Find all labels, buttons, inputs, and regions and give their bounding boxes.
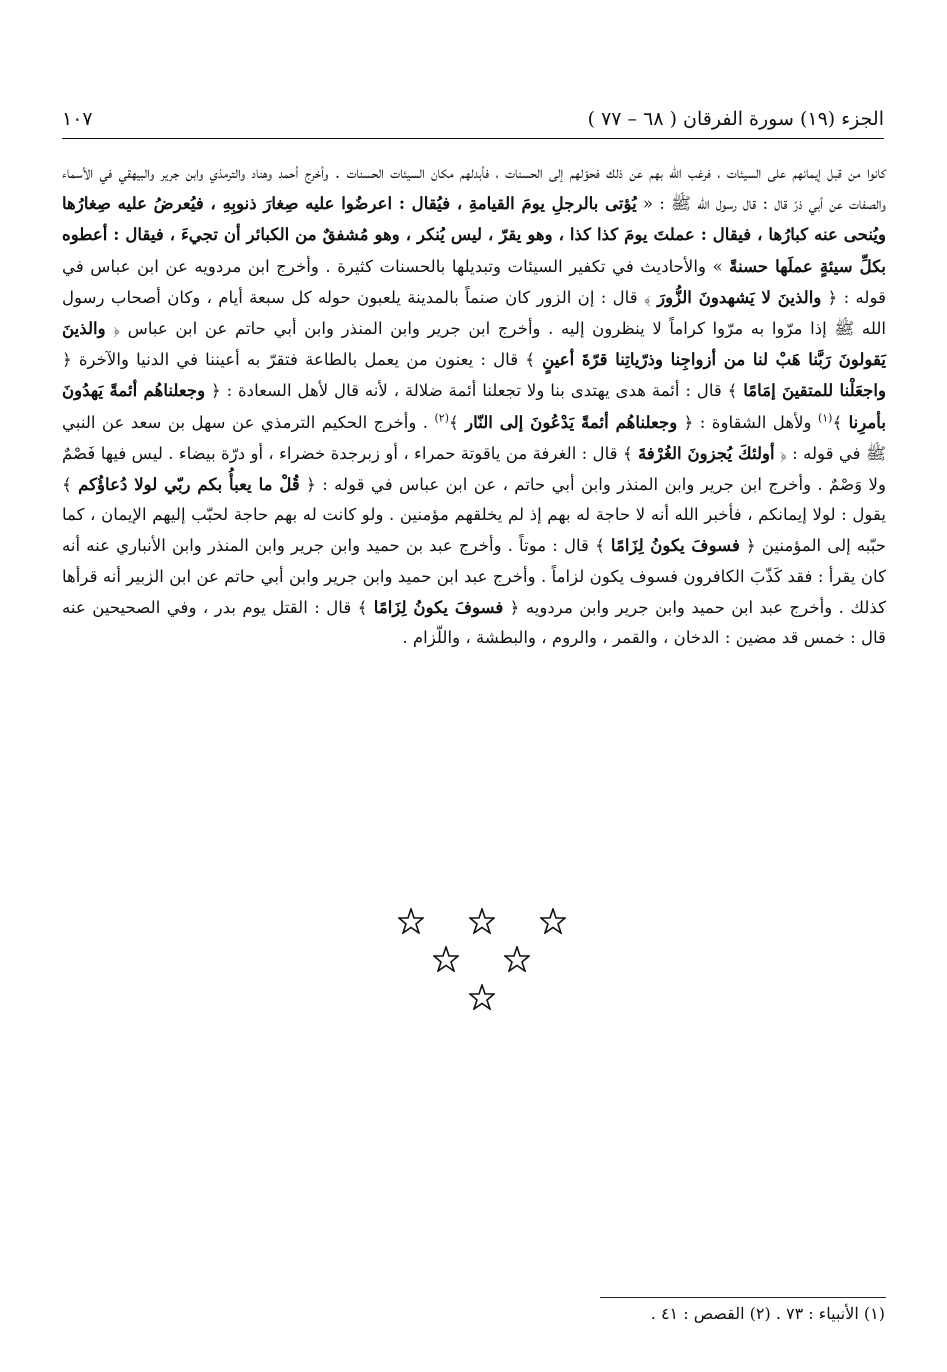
footnote-ref: (٢): [434, 411, 449, 425]
footnotes: (١) الأنبياء : ٧٣ . (٢) القصص : ٤١ .: [650, 1304, 885, 1323]
main-text: [62, 158, 886, 653]
star-outline-icon: [398, 908, 424, 934]
quran-verse: وجعلناهُم أئمةً يَهدُونَ بأمرِنا: [62, 380, 886, 432]
text-segment: ﴾ قال : يعنون من يعمل بالطاعة فتقرّ به أعيننا في الدنيا والآخرة ﴿: [62, 350, 535, 370]
star-outline-icon: [540, 908, 566, 934]
text-segment: ﴾: [449, 412, 459, 432]
quran-verse: وجعلناهُم أئمةً يَدْعُونَ إلى النّار: [465, 411, 678, 432]
quran-verse: أولئكَ يُجزونَ الغُرْفةَ: [637, 442, 775, 463]
text-segment: كانوا من قبل إيمانهم على السيئات ، فرغب الله بهم عن ذلك فحوّلهم إلى الحسنات ، فأبدلهم مكان السيئات الحسنات . وأخرج أحمد وهناد والترمذي وابن جرير والبيهقي في الأسماء والصفات عن أبي ذرّ قال : قال رسول الله ﷺ : «: [62, 163, 886, 214]
star-outline-icon: [469, 984, 495, 1010]
running-title: الجزء (١٩) سورة الفرقان ( ٦٨ – ٧٧ ): [587, 108, 884, 130]
star-outline-icon: [469, 908, 495, 934]
quran-verse: فسوفَ يكونُ لِزَامًا: [373, 596, 504, 617]
quran-verse: فسوفَ يكونُ لِزَامًا: [610, 535, 740, 556]
text-segment: ﴾: [832, 412, 843, 432]
footnote-ref: (١): [817, 411, 833, 425]
text-segment: ﴾ قال : الغرفة من ياقوتة حمراء ، أو زبرجدة خضراء ، أو درّة بيضاء . ليس فيها فَصْمٌ ولا وَصْمٌ . وأخرج ابن جرير وابن المنذر وابن أبي حاتم ، عن ابن عباس في قوله : ﴿: [62, 443, 886, 495]
paragraph: [62, 158, 886, 653]
star-outline-icon: [433, 946, 459, 972]
text-segment: ﴾ قال : إن الزور كان صنماً بالمدينة يلعبون حوله كل سبعة أيام ، وكان أصحاب رسول الله ﷺ إذا مرّوا به مرّوا كراماً لا ينظرون إليه . وأخرج ابن جرير وابن المنذر وابن أبي حاتم عن ابن عباس ﴿: [62, 287, 886, 339]
page-header: [62, 102, 884, 139]
hadith-text: يُؤتى بالرجلِ يومَ القيامةِ ، فيُقال : اعرضُوا عليه صِغارَ ذنوبِهِ ، فيُعرضُ عليه صِغارُها ويُنحى عنه كبارُها ، فيقال : عملتَ يومَ كذا كذا ، وهو يقرّ ، ليس يُنكر ، وهو مُشفقٌ من الكبائر أن تجيءَ ، فيقال : أعطوه بكلِّ سيئةٍ عملَها حسنةً: [62, 193, 886, 276]
section-end-ornament: [360, 900, 590, 1020]
text-segment: ولأهل الشقاوة : ﴿: [683, 412, 812, 432]
quran-verse: قُلْ ما يعبأُ بكم ربّي لولا دُعاؤُكم: [78, 474, 300, 495]
text-segment: ﴾ يقول : لولا إيمانكم ، فأخبر الله أنه لا حاجة له بهم إذ لم يخلقهم مؤمنين . ولو كانت له بهم حاجة لحبّب إليهم الإيمان ، كما حبّبه إلى المؤمنين ﴿: [62, 475, 886, 556]
text-segment: ﴾ قال : أئمة هدى يهتدى بنا ولا تجعلنا أئمة ضلالة ، لأنه قال لأهل السعادة : ﴿: [211, 381, 738, 401]
star-outline-icon: [504, 946, 530, 972]
quran-verse: والذينَ لا يَشهدونَ الزُّورَ: [657, 286, 822, 307]
footnote-divider: [600, 1297, 886, 1298]
quran-verse: والذينَ يَقولونَ رَبَّنا هَبْ لنا من أزواجِنا وذرّياتِنا قرّةَ أعينٍ: [62, 318, 886, 370]
text-segment: ﴾ قال : موتاً . وأخرج عبد بن حميد وابن جرير وابن المنذر وابن الأنباري عنه أنه كان يقرأ : فقد كَذّبَ الكافرون فسوف يكون لزاماً . وأخرج عبد ابن حميد وابن جرير وابن أبي حاتم عن ابن الزبير أنه قرأها كذلك . وأخرج عبد ابن حميد وابن جرير وابن مردويه ﴿: [62, 536, 886, 617]
text-segment: » والأحاديث في تكفير السيئات وتبديلها بالحسنات كثيرة . وأخرج ابن مردويه عن ابن عباس في قوله : ﴿: [62, 256, 886, 307]
text-segment: . وأخرج الحكيم الترمذي عن سهل بن سعد عن النبي ﷺ في قوله : ﴿: [62, 412, 886, 463]
page-number: ١٠٧: [62, 108, 93, 130]
quran-verse: واجعَلْنا للمتقينَ إمَامًا: [743, 380, 886, 401]
text-segment: ﴾ قال : القتل يوم بدر ، وفي الصحيحين عنه قال : خمس قد مضين : الدخان ، والقمر ، والروم ، والبطشة ، واللّزام .: [62, 597, 886, 648]
